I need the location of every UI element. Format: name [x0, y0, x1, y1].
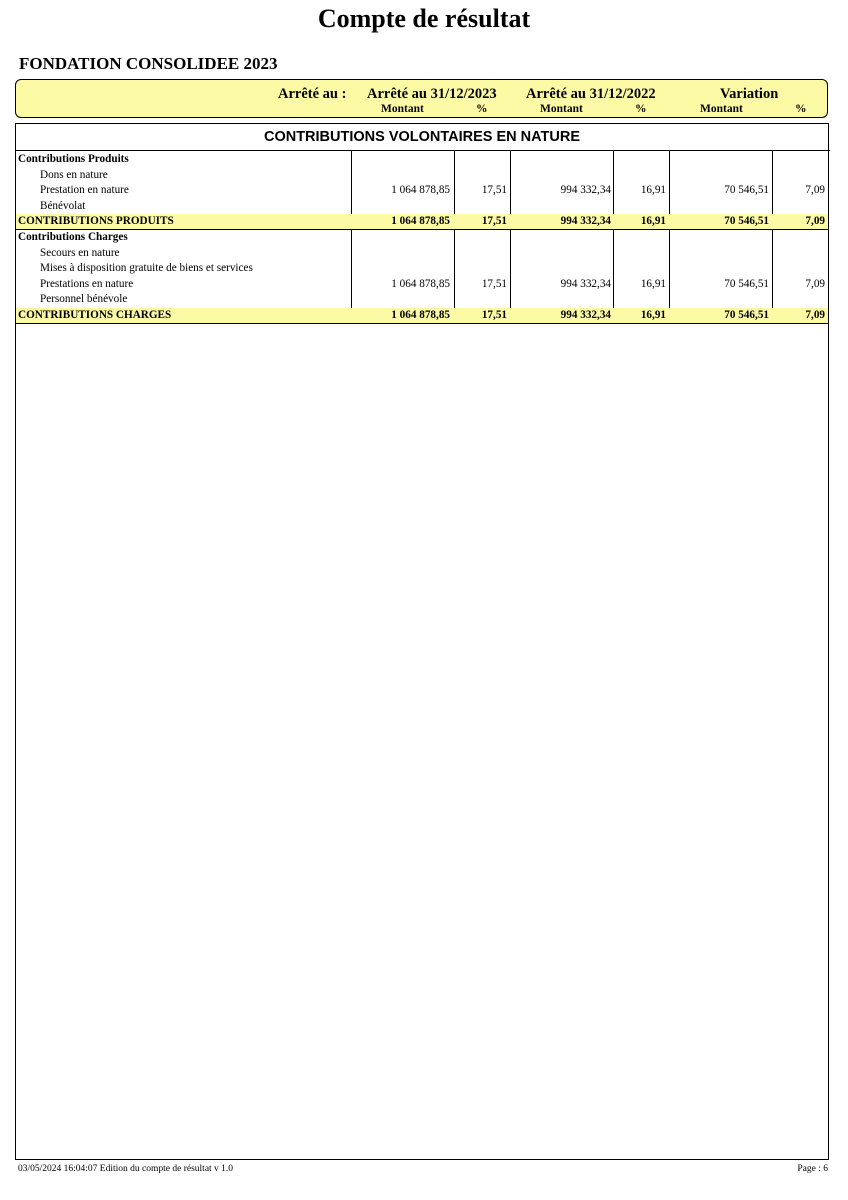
variation-heading: Variation	[720, 86, 779, 102]
cell-value: 70 546,51	[724, 309, 769, 321]
cell-value: 16,91	[640, 184, 666, 197]
row-label: Prestations en nature	[40, 277, 134, 290]
cell-value: 17,51	[481, 215, 507, 228]
row-label: CONTRIBUTIONS CHARGES	[18, 309, 172, 321]
cell-value: 994 332,34	[560, 184, 611, 197]
cell-value: 16,91	[640, 277, 666, 290]
cell-value: 17,51	[481, 184, 507, 197]
cell-value: 70 546,51	[724, 277, 769, 290]
cell-value: 16,91	[640, 215, 666, 228]
table-row	[16, 292, 828, 308]
montant-2022-heading: Montant	[540, 103, 583, 115]
cell-value: 1 064 878,85	[391, 184, 450, 197]
pct-variation-heading: %	[795, 103, 807, 115]
cell-value: 7,09	[805, 215, 825, 228]
period-2022-heading: Arrêté au 31/12/2022	[526, 86, 656, 102]
table-row	[16, 261, 828, 277]
cell-value: 7,09	[805, 309, 825, 321]
table-row	[16, 183, 828, 199]
cell-value: 994 332,34	[560, 277, 611, 290]
arrete-label: Arrêté au :	[278, 86, 347, 102]
pct-2022-heading: %	[635, 103, 647, 115]
table-row	[16, 199, 828, 215]
period-2023-heading: Arrêté au 31/12/2023	[367, 86, 497, 102]
organization-name: FONDATION CONSOLIDEE 2023	[19, 54, 278, 73]
cell-value: 994 332,34	[560, 309, 611, 321]
row-label: Secours en nature	[40, 246, 120, 259]
cell-value: 1 064 878,85	[391, 309, 450, 321]
table-row	[16, 277, 828, 293]
cell-value: 7,09	[805, 184, 825, 197]
row-label: Mises à disposition gratuite de biens et services	[40, 262, 253, 275]
cell-value: 17,51	[481, 309, 507, 321]
row-label: Contributions Charges	[18, 231, 128, 243]
row-label: Personnel bénévole	[40, 293, 128, 306]
group-header-row	[16, 152, 828, 168]
cell-value: 1 064 878,85	[391, 215, 450, 228]
row-label: Contributions Produits	[18, 153, 129, 165]
total-row	[16, 214, 828, 230]
column-header-band	[15, 79, 828, 118]
row-label: CONTRIBUTIONS PRODUITS	[18, 215, 174, 228]
page-title: Compte de résultat	[317, 4, 531, 33]
montant-2023-heading: Montant	[381, 103, 424, 115]
cell-value: 70 546,51	[724, 184, 769, 197]
cell-value: 17,51	[481, 277, 507, 290]
table-row	[16, 246, 828, 262]
row-label: Bénévolat	[40, 199, 86, 212]
group-header-row	[16, 230, 828, 246]
row-label: Dons en nature	[40, 168, 108, 181]
pct-2023-heading: %	[476, 103, 488, 115]
row-label: Prestation en nature	[40, 184, 129, 197]
total-row	[16, 308, 828, 324]
montant-variation-heading: Montant	[700, 103, 743, 115]
cell-value: 16,91	[640, 309, 666, 321]
section-title: CONTRIBUTIONS VOLONTAIRES EN NATURE	[263, 129, 581, 145]
cell-value: 994 332,34	[560, 215, 611, 228]
footer-timestamp: 03/05/2024 16:04:07 Edition du compte de résultat v 1.0	[18, 1164, 234, 1174]
page-number: Page : 6	[797, 1164, 828, 1174]
cell-value: 1 064 878,85	[391, 277, 450, 290]
cell-value: 7,09	[805, 277, 825, 290]
section-divider	[16, 150, 830, 151]
cell-value: 70 546,51	[724, 215, 769, 228]
table-row	[16, 168, 828, 184]
